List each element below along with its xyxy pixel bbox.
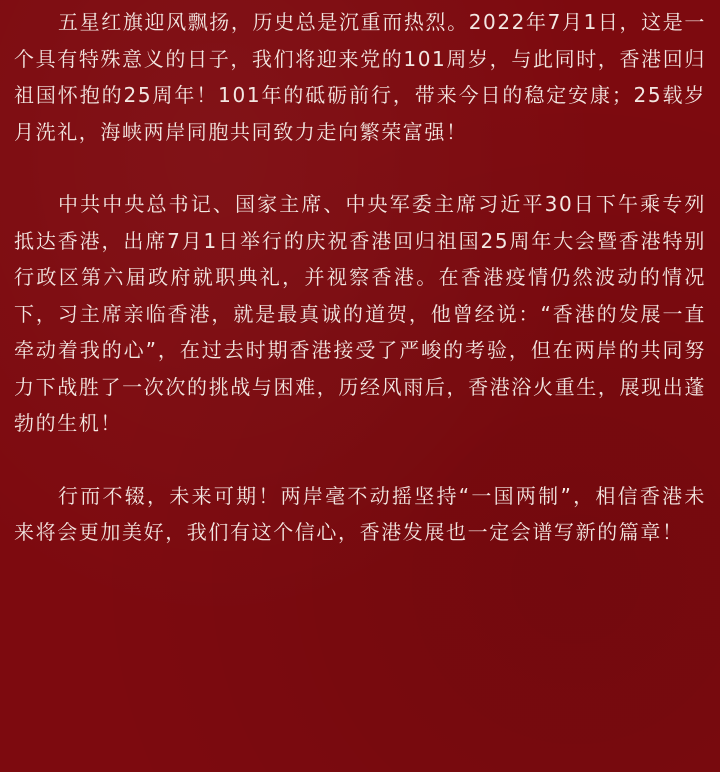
paragraph-future: 行而不辍，未来可期！两岸毫不动摇坚持“一国两制”，相信香港未来将会更加美好，我们有这个信心，香港发展也一定会谱写新的篇章！ <box>14 483 706 544</box>
paragraph-visit: 中共中央总书记、国家主席、中央军委主席习近平30日下午乘专列抵达香港，出席7月1日举行的庆祝香港回归祖国25周年大会暨香港特别行政区第六届政府就职典礼，并视察香港。在香港疫情仍然波动的情况下，习主席亲临香港，就是最真诚的道贺，他曾经说：“香港的发展一直牵动着我的心”，在过去时期香港接受了严峻的考验，但在两岸的共同努力下战胜了一次次的挑战与困难，历经风雨后，香港浴火重生，展现出蓬勃的生机！ <box>14 192 706 435</box>
paragraph-intro: 五星红旗迎风飘扬，历史总是沉重而热烈。2022年7月1日，这是一个具有特殊意义的日子，我们将迎来党的101周岁，与此同时，香港回归祖国怀抱的25周年！101年的砥砺前行，带来今日的稳定安康；25载岁月洗礼，海峡两岸同胞共同致力走向繁荣富强！ <box>14 10 706 144</box>
